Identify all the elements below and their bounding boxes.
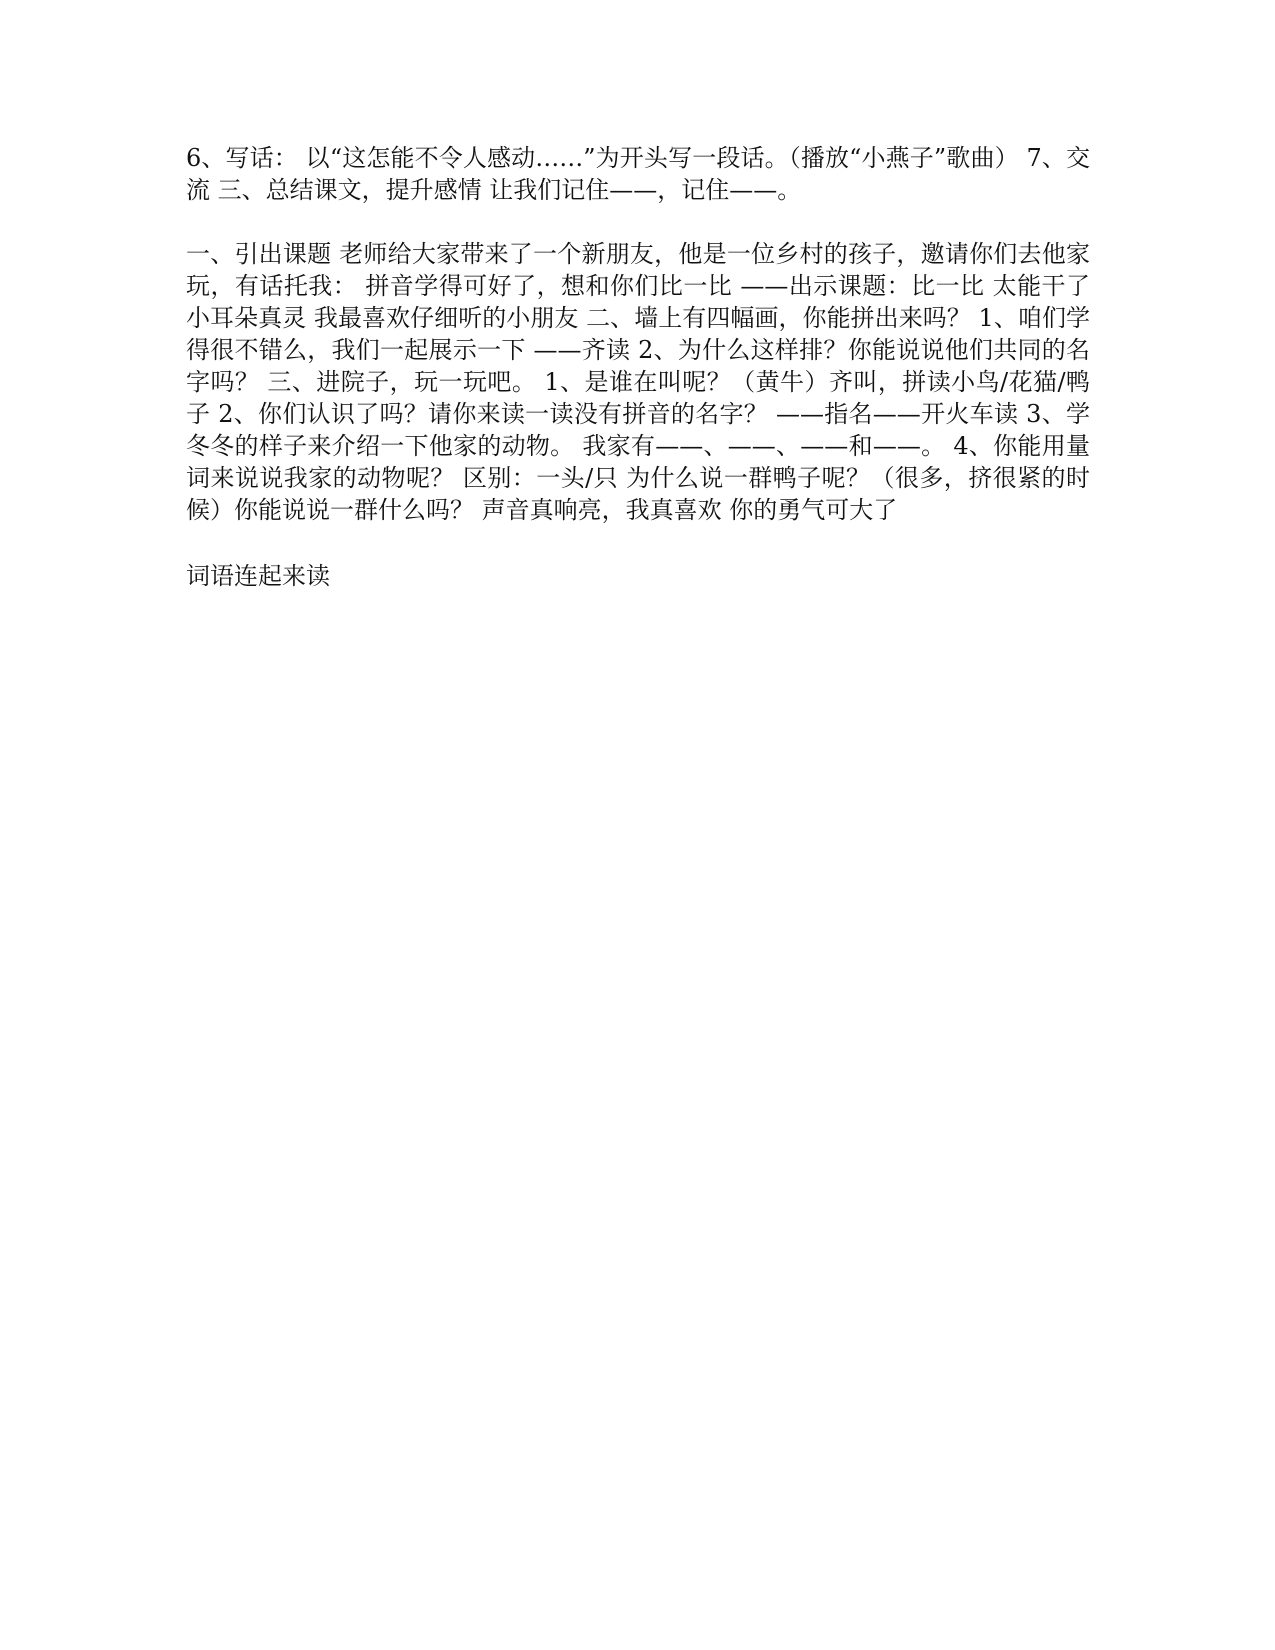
paragraph-lesson-steps: 一、引出课题 老师给大家带来了一个新朋友，他是一位乡村的孩子，邀请你们去他家玩，有话托我： 拼音学得可好了，想和你们比一比 ——出示课题：比一比 太能干了 小耳朵真灵 我最喜欢仔细听的小朋友 二、墙上有四幅画，你能拼出来吗？ 1、咱们学得很不错么，我们一起展示一下 ——齐读 2、为什么这样排？你能说说他们共同的名字吗？ 三、进院子，玩一玩吧。 1、是谁在叫呢？（黄牛）齐叫，拼读小鸟/花猫/鸭子 2、你们认识了吗？请你来读一读没有拼音的名字？ ——指名——开火车读 3、学冬冬的样子来介绍一下他家的动物。 我家有——、——、——和——。 4、你能用量词来说说我家的动物呢？ 区别：一头/只 为什么说一群鸭子呢？（很多，挤很紧的时候）你能说说一群什么吗？ 声音真响亮，我真喜欢 你的勇气可大了 xyxy=(186,240,1090,524)
paragraph-word-reading: 词语连起来读 xyxy=(186,562,330,590)
paragraph-writing-task: 6、写话： 以“这怎能不令人感动……”为开头写一段话。（播放“小燕子”歌曲） 7、交流 三、总结课文，提升感情 让我们记住——，记住——。 xyxy=(186,144,1090,204)
document-page xyxy=(186,142,1090,592)
